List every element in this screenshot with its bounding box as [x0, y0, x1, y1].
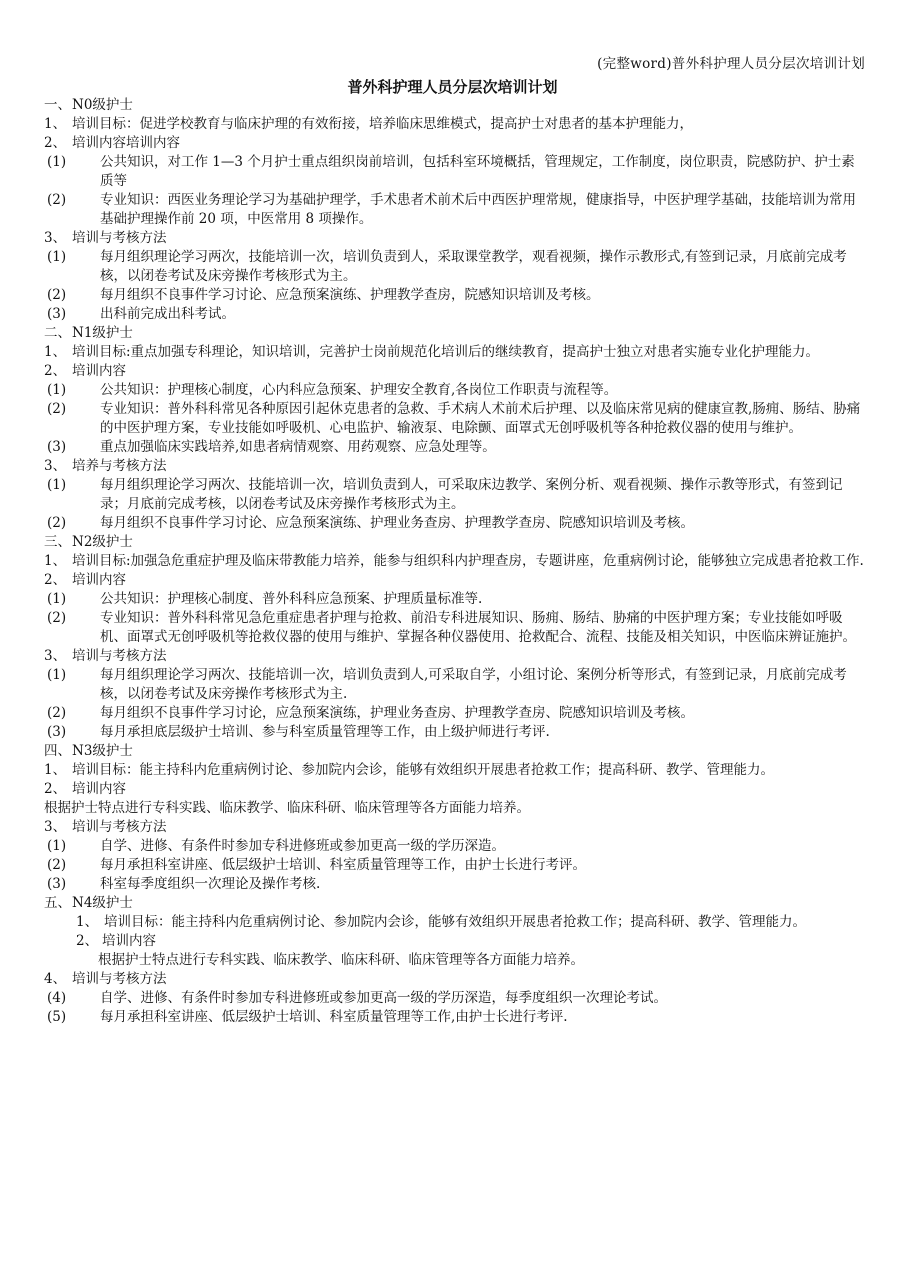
item-number: 2、	[76, 933, 99, 949]
item-text: 培训内容	[72, 781, 126, 797]
sub-item-number: (5)	[47, 1009, 67, 1025]
sub-item-text: 科室每季度组织一次理论及操作考核.	[100, 876, 321, 892]
sub-item-text: 每月承担科室讲座、低层级护士培训、科室质量管理等工作,由护士长进行考评.	[100, 1009, 568, 1025]
list-item	[0, 932, 905, 951]
item-number: 1、	[44, 116, 67, 132]
sub-item-number: (2)	[47, 192, 67, 208]
item-number: 1、	[44, 553, 67, 569]
sub-item-text: 自学、进修、有条件时参加专科进修班或参加更高一级的学历深造，每季度组织一次理论考试。	[100, 990, 667, 1006]
list-item	[0, 229, 905, 248]
sub-item-number: (2)	[47, 857, 67, 873]
item-number: 1、	[44, 344, 67, 360]
sub-item-number: (3)	[47, 439, 67, 455]
list-item	[0, 457, 905, 476]
item-number: 1、	[44, 762, 67, 778]
sub-item-text: 每月组织不良事件学习讨论、应急预案演练、护理业务查房、护理教学查房、院感知识培训及考核。	[100, 515, 694, 531]
sub-item-text: 每月组织不良事件学习讨论，应急预案演练，护理业务查房、护理教学查房、院感知识培训及考核。	[100, 705, 694, 721]
list-item	[0, 115, 905, 134]
section-title: N4级护士	[72, 895, 133, 911]
section-title: N3级护士	[72, 743, 133, 759]
sub-item-number: (1)	[47, 382, 67, 398]
item-text: 培训与考核方法	[72, 230, 167, 246]
paragraph-text: 根据护士特点进行专科实践、临床教学、临床科研、临床管理等各方面能力培养。	[98, 952, 584, 968]
list-item	[0, 552, 905, 571]
item-text: 培训目标:重点加强专科理论，知识培训，完善护士岗前规范化培训后的继续教育，提高护士独立对患者实施专业化护理能力。	[72, 344, 820, 360]
list-item	[0, 913, 905, 932]
section-number: 二、	[44, 325, 71, 341]
sub-item-text: 自学、进修、有条件时参加专科进修班或参加更高一级的学历深造。	[100, 838, 505, 854]
sub-item	[0, 153, 905, 191]
item-text: 培训内容培训内容	[72, 135, 180, 151]
item-text: 培养与考核方法	[72, 458, 167, 474]
section-heading	[0, 96, 905, 115]
item-text: 培训与考核方法	[72, 648, 167, 664]
item-text: 培训与考核方法	[72, 971, 167, 987]
sub-item-text: 每月承担科室讲座、低层级护士培训、科室质量管理等工作，由护士长进行考评。	[100, 857, 586, 873]
section-heading	[0, 742, 905, 761]
sub-item-number: (1)	[47, 667, 67, 683]
item-text: 培训目标：能主持科内危重病例讨论、参加院内会诊，能够有效组织开展患者抢救工作；提高科研、教学、管理能力。	[104, 914, 806, 930]
sub-item	[0, 666, 905, 704]
sub-item	[0, 704, 905, 723]
section-number: 五、	[44, 895, 71, 911]
item-text: 培训内容	[72, 363, 126, 379]
item-number: 3、	[44, 230, 67, 246]
sub-item	[0, 856, 905, 875]
sub-item-number: (3)	[47, 724, 67, 740]
sub-item-number: (1)	[47, 154, 67, 170]
section-number: 一、	[44, 97, 71, 113]
sub-item	[0, 989, 905, 1008]
sub-item-number: (2)	[47, 610, 67, 626]
item-number: 1、	[76, 914, 99, 930]
list-item	[0, 134, 905, 153]
paragraph-text: 根据护士特点进行专科实践、临床教学、临床科研、临床管理等各方面能力培养。	[44, 800, 530, 816]
sub-item	[0, 1008, 905, 1027]
sub-item	[0, 476, 905, 514]
item-number: 3、	[44, 458, 67, 474]
sub-item-number: (2)	[47, 401, 67, 417]
sub-item-text: 专业知识：普外科科常见各种原因引起休克患者的急救、手术病人术前术后护理、以及临床常见病的健康宣教,肠痈、肠结、胁痛的中医护理方案，专业技能如呼吸机、心电监护、输液泵、电除颤、面罩式无创呼吸机等各种抢救仪器的使用与维护。	[100, 401, 861, 436]
item-text: 培训目标：能主持科内危重病例讨论、参加院内会诊，能够有效组织开展患者抢救工作；提高科研、教学、管理能力。	[72, 762, 774, 778]
list-item	[0, 780, 905, 799]
running-header: (完整word)普外科护理人员分层次培训计划	[597, 56, 865, 72]
list-item	[0, 761, 905, 780]
sub-item-text: 每月组织理论学习两次、技能培训一次，培训负责到人,可采取自学，小组讨论、案例分析等形式，有签到记录，月底前完成考核，以闭卷考试及床旁操作考核形式为主.	[100, 667, 847, 702]
sub-item-number: (2)	[47, 515, 67, 531]
item-number: 2、	[44, 135, 67, 151]
sub-item	[0, 723, 905, 742]
sub-item-number: (2)	[47, 705, 67, 721]
sub-item-number: (3)	[47, 876, 67, 892]
section-number: 三、	[44, 534, 71, 550]
document-body	[0, 96, 905, 1027]
section-heading	[0, 324, 905, 343]
sub-item-text: 重点加强临床实践培养,如患者病情观察、用药观察、应急处理等。	[100, 439, 496, 455]
section-title: N0级护士	[72, 97, 133, 113]
sub-item	[0, 609, 905, 647]
sub-item-text: 公共知识：护理核心制度，心内科应急预案、护理安全教育,各岗位工作职责与流程等。	[100, 382, 618, 398]
section-heading	[0, 533, 905, 552]
list-item	[0, 647, 905, 666]
sub-item	[0, 381, 905, 400]
sub-item-number: (1)	[47, 838, 67, 854]
sub-item-text: 每月组织理论学习两次，技能培训一次，培训负责到人，采取课堂教学，观看视频，操作示教形式,有签到记录，月底前完成考核，以闭卷考试及床旁操作考核形式为主。	[100, 249, 847, 284]
list-item	[0, 571, 905, 590]
sub-item	[0, 438, 905, 457]
item-number: 3、	[44, 648, 67, 664]
item-number: 2、	[44, 572, 67, 588]
sub-item-text: 公共知识：护理核心制度、普外科科应急预案、护理质量标准等.	[100, 591, 483, 607]
list-item	[0, 343, 905, 362]
item-number: 2、	[44, 363, 67, 379]
sub-item	[0, 286, 905, 305]
list-item	[0, 818, 905, 837]
section-heading	[0, 894, 905, 913]
sub-item-number: (4)	[47, 990, 67, 1006]
item-text: 培训与考核方法	[72, 819, 167, 835]
item-number: 4、	[44, 971, 67, 987]
sub-item-number: (3)	[47, 306, 67, 322]
item-number: 3、	[44, 819, 67, 835]
sub-item-number: (1)	[47, 591, 67, 607]
section-title: N1级护士	[72, 325, 133, 341]
paragraph	[0, 951, 905, 970]
sub-item	[0, 875, 905, 894]
sub-item	[0, 400, 905, 438]
item-text: 培训目标：促进学校教育与临床护理的有效衔接，培养临床思维模式，提高护士对患者的基本护理能力，	[72, 116, 693, 132]
item-number: 2、	[44, 781, 67, 797]
item-text: 培训内容	[102, 933, 156, 949]
sub-item-text: 专业知识：普外科科常见急危重症患者护理与抢救、前沿专科进展知识、肠痈、肠结、胁痛的中医护理方案；专业技能如呼吸机、面罩式无创呼吸机等抢救仪器的使用与维护、掌握各种仪器使用、抢救配合、流程、技能及相关知识，中医临床辨证施护。	[100, 610, 856, 645]
sub-item-number: (2)	[47, 287, 67, 303]
sub-item-text: 专业知识：西医业务理论学习为基础护理学，手术患者术前术后中西医护理常规，健康指导，中医护理学基础，技能培训为常用基础护理操作前 20 项，中医常用 8 项操作。	[100, 192, 856, 227]
sub-item-text: 公共知识，对工作 1—3 个月护士重点组织岗前培训，包括科室环境概括，管理规定，工作制度，岗位职责，院感防护、护士素质等	[100, 154, 855, 189]
document-title: 普外科护理人员分层次培训计划	[347, 78, 558, 96]
sub-item	[0, 248, 905, 286]
paragraph	[0, 799, 905, 818]
sub-item-text: 每月组织不良事件学习讨论、应急预案演练、护理教学查房，院感知识培训及考核。	[100, 287, 600, 303]
item-text: 培训内容	[72, 572, 126, 588]
section-number: 四、	[44, 743, 71, 759]
sub-item	[0, 191, 905, 229]
sub-item-number: (1)	[47, 249, 67, 265]
list-item	[0, 362, 905, 381]
sub-item-text: 每月承担底层级护士培训、参与科室质量管理等工作，由上级护师进行考评.	[100, 724, 550, 740]
sub-item	[0, 590, 905, 609]
sub-item-number: (1)	[47, 477, 67, 493]
section-title: N2级护士	[72, 534, 133, 550]
item-text: 培训目标:加强急危重症护理及临床带教能力培养，能参与组织科内护理查房，专题讲座，危重病例讨论，能够独立完成患者抢救工作.	[72, 553, 864, 569]
sub-item	[0, 514, 905, 533]
sub-item-text: 每月组织理论学习两次、技能培训一次，培训负责到人，可采取床边教学、案例分析、观看视频、操作示教等形式，有签到记录；月底前完成考核，以闭卷考试及床旁操作考核形式为主。	[100, 477, 843, 512]
list-item	[0, 970, 905, 989]
sub-item-text: 出科前完成出科考试。	[100, 306, 235, 322]
sub-item	[0, 305, 905, 324]
sub-item	[0, 837, 905, 856]
